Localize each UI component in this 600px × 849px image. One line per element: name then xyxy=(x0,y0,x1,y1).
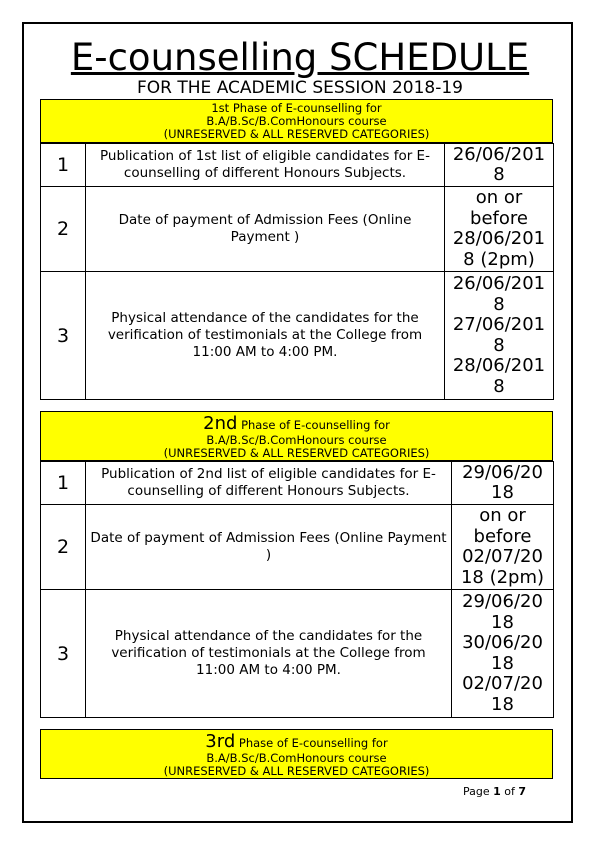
page-title: E-counselling SCHEDULE xyxy=(70,36,530,79)
table-row xyxy=(41,590,554,718)
phase-2-table xyxy=(40,461,554,718)
row-description: Physical attendance of the candidates for the verification of testimonials at the College from 11:00 AM to 4:00 PM. xyxy=(86,590,452,718)
date-line: on or xyxy=(475,187,523,208)
date-line: 02/07/20 xyxy=(462,546,543,567)
date-line: 27/06/201 xyxy=(452,314,546,335)
phase-heading: Phase of E-counselling for xyxy=(237,418,390,432)
table-row xyxy=(41,272,554,400)
row-description: Date of payment of Admission Fees (Online Payment ) xyxy=(86,505,452,590)
phase-ordinal: 2nd xyxy=(203,413,238,434)
phase-ordinal: 3rd xyxy=(205,731,236,752)
row-number: 3 xyxy=(41,590,86,718)
phase-course: B.A/B.Sc/B.ComHonours course xyxy=(206,433,387,447)
page-subtitle: FOR THE ACADEMIC SESSION 2018-19 xyxy=(137,78,463,98)
phase-1-table xyxy=(40,143,554,400)
row-number: 3 xyxy=(41,272,86,400)
phase-categories: (UNRESERVED & ALL RESERVED CATEGORIES) xyxy=(163,446,430,460)
date-line: 29/06/20 xyxy=(462,461,543,483)
table-row xyxy=(41,144,554,187)
date-line: 02/07/20 xyxy=(462,673,543,694)
date-line: 8 xyxy=(493,375,505,397)
phase-heading: Phase of E-counselling for xyxy=(229,101,382,115)
date-line: 18 (2pm) xyxy=(460,566,545,588)
date-line: 28/06/201 xyxy=(452,228,546,249)
date-line: 30/06/20 xyxy=(462,632,543,653)
table-row xyxy=(41,187,554,272)
page-prefix: Page xyxy=(463,785,494,798)
table-row xyxy=(41,462,554,505)
date-line: on or xyxy=(479,505,526,526)
row-number: 1 xyxy=(41,462,86,505)
phase-1-header xyxy=(40,99,553,143)
page-of: of xyxy=(500,785,519,798)
date-line: 18 xyxy=(491,652,514,674)
date-line: 26/06/201 xyxy=(452,273,546,294)
phase-course: B.A/B.Sc/B.ComHonours course xyxy=(206,114,387,128)
date-line: before xyxy=(473,525,532,547)
row-description: Publication of 1st list of eligible candidates for E-counselling of different Honours Subjects. xyxy=(86,144,445,187)
page-current: 1 xyxy=(493,785,501,798)
page-total: 7 xyxy=(518,785,527,798)
phase-categories: (UNRESERVED & ALL RESERVED CATEGORIES) xyxy=(163,764,430,778)
row-number: 1 xyxy=(41,144,86,187)
row-number: 2 xyxy=(41,187,86,272)
date-line: 8 xyxy=(493,164,505,185)
date-line: 8 (2pm) xyxy=(463,248,535,270)
phase-course: B.A/B.Sc/B.ComHonours course xyxy=(206,751,387,765)
date-line: 8 xyxy=(493,334,505,356)
row-dates xyxy=(445,272,554,400)
date-line: 29/06/20 xyxy=(462,591,543,612)
row-description: Publication of 2nd list of eligible candidates for E-counselling of different Honours Subjects. xyxy=(86,462,452,505)
phase-2-header xyxy=(40,411,553,461)
date-line: 18 xyxy=(491,482,514,503)
date-line: 8 xyxy=(493,293,505,315)
row-dates xyxy=(445,187,554,272)
phase-3-header xyxy=(40,729,553,779)
table-row xyxy=(41,505,554,590)
date-line: 28/06/201 xyxy=(452,355,546,376)
phase-heading: Phase of E-counselling for xyxy=(235,736,388,750)
date-line: before xyxy=(470,207,528,229)
row-dates xyxy=(452,590,554,718)
date-line: 18 xyxy=(491,693,514,715)
phase-categories: (UNRESERVED & ALL RESERVED CATEGORIES) xyxy=(163,127,430,141)
row-description: Physical attendance of the candidates for the verification of testimonials at the College from 11:00 AM to 4:00 PM. xyxy=(86,272,445,400)
date-line: 26/06/201 xyxy=(452,143,546,165)
row-dates xyxy=(445,144,554,187)
row-dates xyxy=(452,462,554,505)
date-line: 18 xyxy=(491,611,514,633)
row-number: 2 xyxy=(41,505,86,590)
row-dates xyxy=(452,505,554,590)
row-description: Date of payment of Admission Fees (Online Payment ) xyxy=(86,187,445,272)
phase-ordinal: 1st xyxy=(211,101,230,115)
page-number xyxy=(463,785,526,798)
